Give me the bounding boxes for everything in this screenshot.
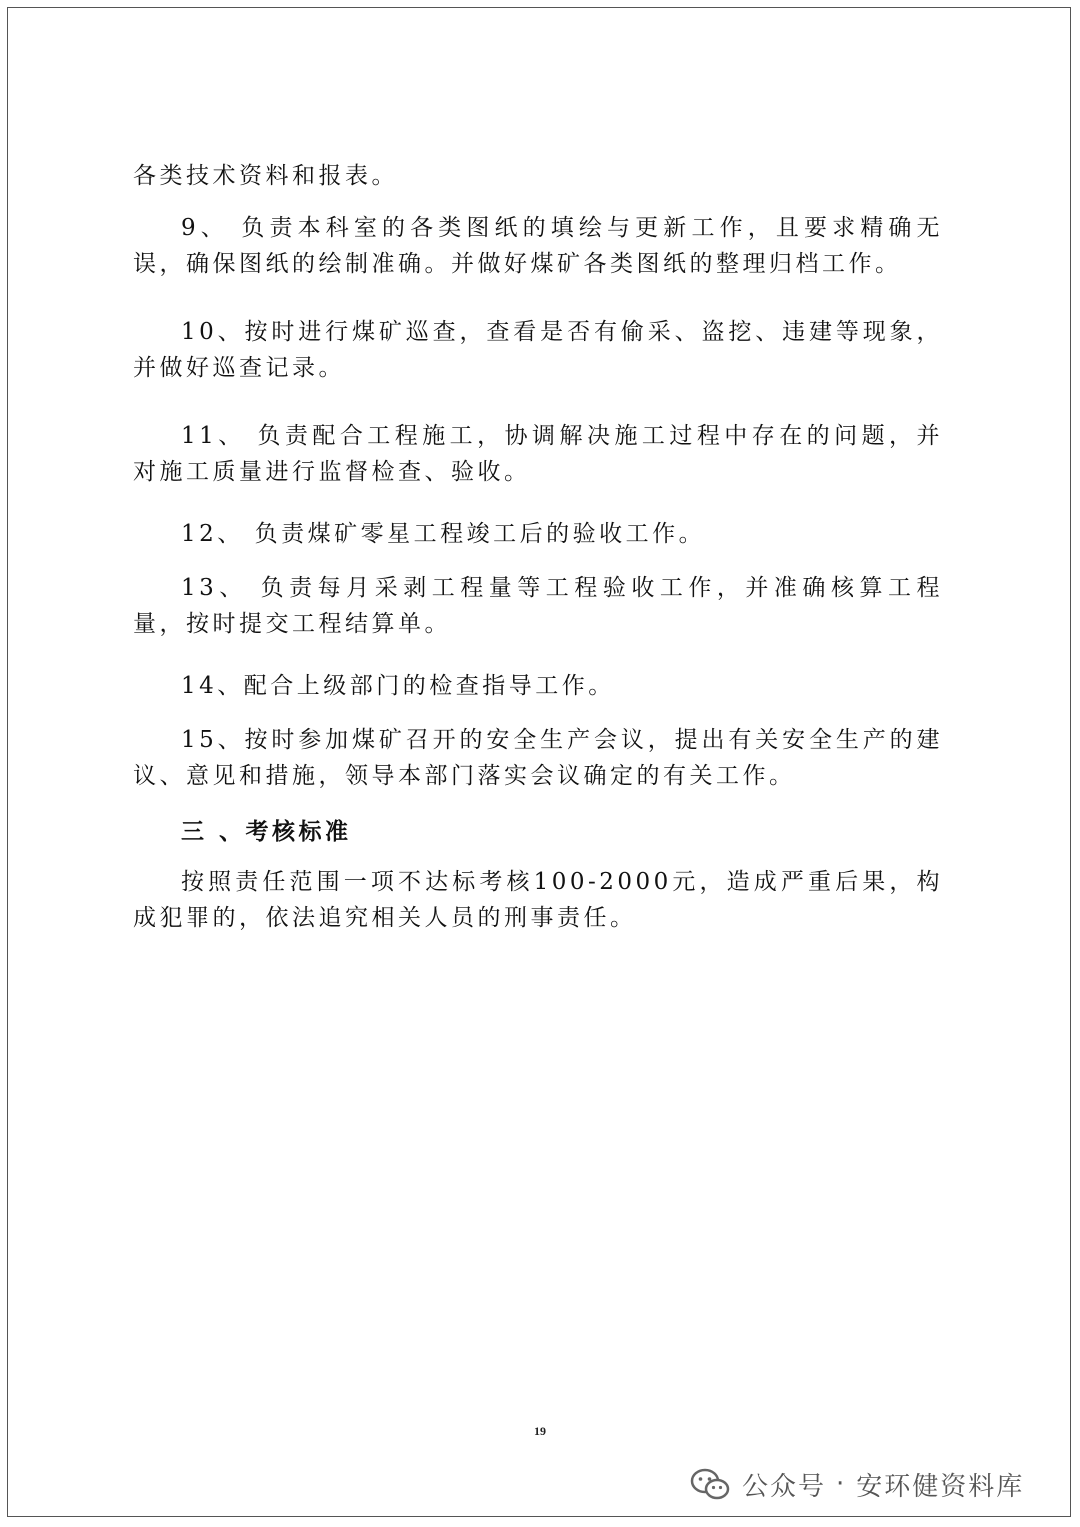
paragraph-item-13: 13、 负责每月采剥工程量等工程验收工作，并准确核算工程量，按时提交工程结算单。 — [133, 575, 943, 637]
paragraph-item-12: 12、 负责煤矿零星工程竣工后的验收工作。 — [181, 521, 706, 547]
paragraph-item-14: 14、配合上级部门的检查指导工作。 — [181, 673, 615, 699]
wechat-icon — [690, 1468, 730, 1500]
paragraph-item-10: 10、按时进行煤矿巡查，查看是否有偷采、盗挖、违建等现象，并做好巡查记录。 — [133, 319, 943, 381]
paragraph-item-15: 15、按时参加煤矿召开的安全生产会议，提出有关安全生产的建议、意见和措施，领导本部门落实会议确定的有关工作。 — [133, 727, 943, 789]
watermark-account: 安环健资料库 — [856, 1471, 1025, 1502]
standard-paragraph: 按照责任范围一项不达标考核100-2000元，造成严重后果，构成犯罪的，依法追究相关人员的刑事责任。 — [133, 869, 943, 931]
watermark — [690, 1462, 1024, 1506]
section-heading: 三 、考核标准 — [181, 818, 352, 845]
paragraph-item-11: 11、 负责配合工程施工，协调解决施工过程中存在的问题，并对施工质量进行监督检查、验收。 — [133, 423, 943, 485]
page-number: 19 — [534, 1424, 546, 1438]
paragraph-continuation: 各类技术资料和报表。 — [133, 163, 398, 189]
document-body — [133, 158, 943, 936]
paragraph-item-9: 9、 负责本科室的各类图纸的填绘与更新工作，且要求精确无误，确保图纸的绘制准确。并做好煤矿各类图纸的整理归档工作。 — [133, 215, 943, 277]
watermark-label: 公众号 — [742, 1471, 827, 1502]
watermark-separator: · — [836, 1469, 847, 1499]
